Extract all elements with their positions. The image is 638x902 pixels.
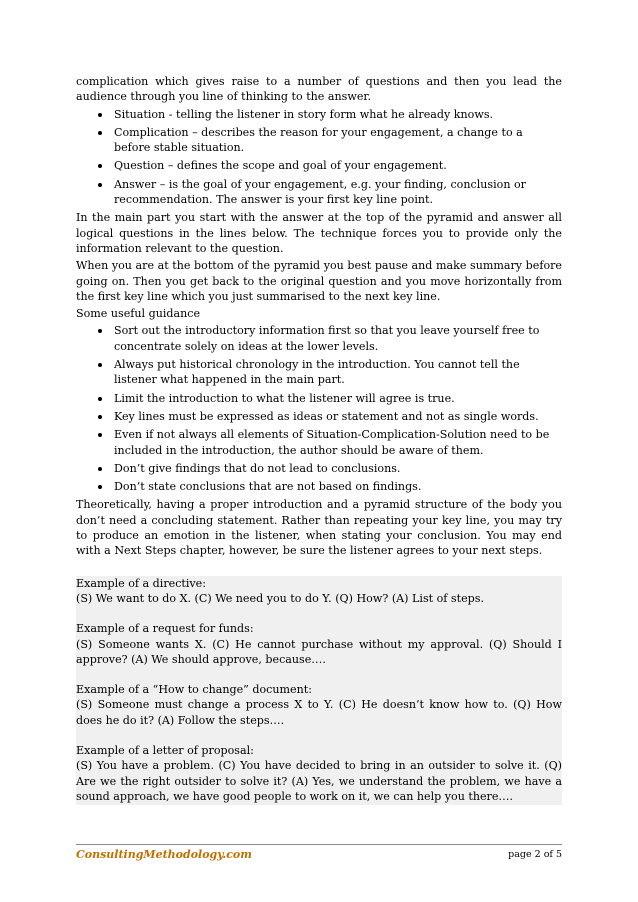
list-item: Answer – is the goal of your engagement, e.g. your finding, conclusion or recommendation. The answer is your first key line point.: [76, 177, 562, 208]
main-part-paragraph: In the main part you start with the answer at the top of the pyramid and answer all logical questions in the lines below. The technique forces you to provide only the information relevant to the question.: [76, 211, 562, 255]
list-item: Complication – describes the reason for your engagement, a change to a before stable situation.: [76, 125, 562, 156]
list-item: Always put historical chronology in the introduction. You cannot tell the listener what happened in the main part.: [76, 357, 562, 388]
conclusion-paragraph: Theoretically, having a proper introduction and a pyramid structure of the body you don’t need a concluding statement. Rather than repeating your key line, you may try to produce an emotion in the listener, when stating your conclusion. You may end with a Next Steps chapter, however, be sure the listener agrees to your next steps.: [76, 498, 562, 558]
example-title: Example of a “How to change” document:: [76, 683, 312, 697]
list-item: Situation - telling the listener in story form what he already knows.: [76, 107, 562, 122]
list-item: Even if not always all elements of Situation-Complication-Solution need to be included in the introduction, the author should be aware of them.: [76, 427, 562, 458]
footer-brand-link[interactable]: ConsultingMethodology.com: [76, 848, 252, 861]
example-request-for-funds: [76, 621, 562, 668]
example-title: Example of a letter of proposal:: [76, 743, 254, 757]
list-item: Question – defines the scope and goal of your engagement.: [76, 158, 562, 173]
example-body: (S) Someone wants X. (C) He cannot purchase without my approval. (Q) Should I approve? (A) We should approve, because….: [76, 637, 562, 666]
guidance-heading: Some useful guidance: [76, 307, 201, 321]
examples-box: [76, 576, 562, 806]
scqa-list: [76, 107, 562, 208]
page-number: page 2 of 5: [508, 849, 562, 860]
list-item: Limit the introduction to what the listener will agree is true.: [76, 391, 562, 406]
intro-paragraph: complication which gives raise to a number of questions and then you lead the audience through you line of thinking to the answer.: [76, 75, 562, 104]
example-body: (S) We want to do X. (C) We need you to do Y. (Q) How? (A) List of steps.: [76, 591, 484, 605]
example-title: Example of a request for funds:: [76, 622, 254, 636]
list-item: Key lines must be expressed as ideas or statement and not as single words.: [76, 409, 562, 424]
example-how-to-change: [76, 682, 562, 729]
bottom-paragraph: When you are at the bottom of the pyramid you best pause and make summary before going on. Then you get back to the original question and you move horizontally from the first key line which you just summarised to the next key line.: [76, 259, 562, 303]
list-item: Don’t give findings that do not lead to conclusions.: [76, 461, 562, 476]
example-directive: [76, 576, 562, 608]
example-body: (S) You have a problem. (C) You have decided to bring in an outsider to solve it. (Q) Are we the right outsider to solve it? (A) Yes, we understand the problem, we have a sound approach, we have good people to work on it, we can help you there….: [76, 759, 562, 803]
page-content: [76, 74, 562, 805]
footer-divider: [76, 844, 562, 845]
example-title: Example of a directive:: [76, 576, 206, 590]
list-item: Sort out the introductory information first so that you leave yourself free to concentrate solely on ideas at the lower levels.: [76, 323, 562, 354]
list-item: Don’t state conclusions that are not based on findings.: [76, 479, 562, 494]
guidance-list: [76, 323, 562, 494]
example-body: (S) Someone must change a process X to Y. (C) He doesn’t know how to. (Q) How does he do it? (A) Follow the steps….: [76, 698, 562, 727]
example-letter-of-proposal: [76, 743, 562, 805]
